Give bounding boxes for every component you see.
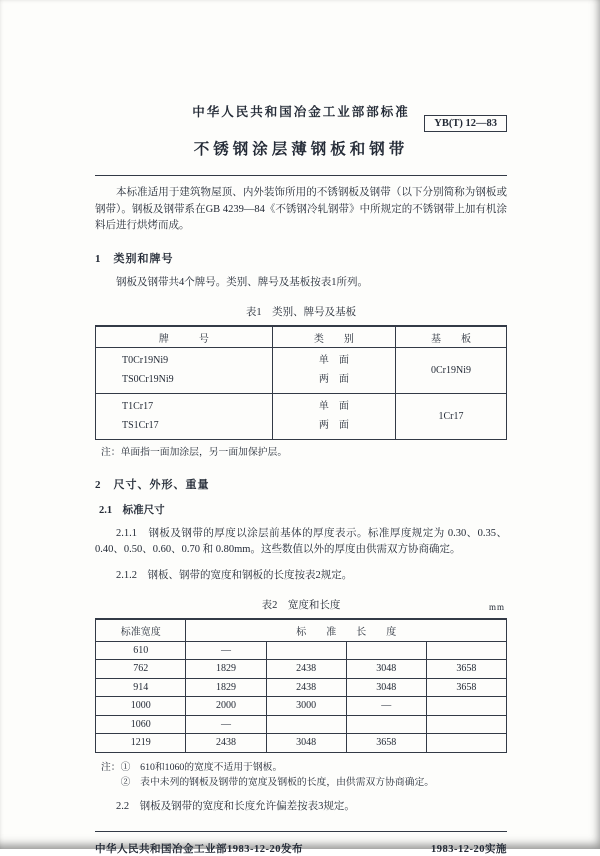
table1-header-base: 基 板	[396, 326, 507, 347]
table-row	[96, 715, 507, 734]
table2	[95, 618, 507, 753]
length-cell: 1829	[186, 660, 266, 679]
base-plate-cell: 1Cr17	[396, 393, 507, 439]
length-cell	[426, 734, 506, 753]
table2-note-2-text: ② 表中未列的钢板及钢带的宽度及钢板的长度，由供需双方协商确定。	[120, 776, 435, 788]
section2-2-paragraph: 2.2 钢板及钢带的宽度和长度允许偏差按表3规定。	[116, 801, 355, 813]
category-cell	[272, 393, 395, 439]
length-cell	[426, 697, 506, 716]
length-cell	[346, 715, 426, 734]
table2-note-1: 注：① 610和1060的宽度不适用于钢板。	[101, 761, 283, 773]
document-header	[95, 102, 507, 159]
grade-value: T1Cr17	[122, 401, 154, 413]
length-cell: —	[186, 641, 266, 660]
table2-unit-label: mm	[488, 602, 505, 613]
table1	[95, 325, 507, 440]
length-cell: 2438	[266, 660, 346, 679]
table2-note-2	[101, 775, 507, 790]
length-cell	[426, 715, 506, 734]
grade-cell	[96, 393, 273, 439]
length-cell: 3000	[266, 697, 346, 716]
section2-heading: 2 尺寸、外形、重量	[95, 478, 210, 491]
table2-header-row	[96, 619, 507, 641]
standard-number: YB(T) 12—83	[434, 118, 497, 129]
table-row	[96, 393, 507, 439]
section1-body: 钢板及钢带共4个牌号。类别、牌号及基板按表1所列。	[116, 276, 368, 288]
standard-number-box	[424, 115, 507, 132]
length-cell	[426, 641, 506, 660]
category-value: 单 面	[318, 355, 349, 367]
intro-paragraph: 本标准适用于建筑物屋顶、内外装饰所用的不锈钢板及钢带（以下分别简称为钢板或钢带）。钢板及钢带系在GB 4239—84《不锈钢冷轧钢带》中所规定的不锈钢带上加有机涂料后进行烘烤而成。	[95, 187, 507, 232]
length-cell	[346, 641, 426, 660]
category-cell	[272, 347, 395, 393]
section2-1-1-paragraph: 2.1.1 钢板及钢带的厚度以涂层前基体的厚度表示。标准厚度规定为 0.30、0.35、0.40、0.50、0.60、0.70 和 0.80mm。这些数值以外的厚度由供需双方协商确定。	[95, 527, 507, 556]
page-content	[95, 102, 507, 856]
table1-note: 注：单面指一面加涂层，另一面加保护层。	[101, 446, 288, 458]
width-cell: 914	[96, 678, 186, 697]
grade-value: TS1Cr17	[122, 420, 159, 432]
table-row	[96, 347, 507, 393]
category-value: 两 面	[318, 420, 349, 432]
length-cell: —	[186, 715, 266, 734]
footer-issued-by: 中华人民共和国冶金工业部1983-12-20发布	[95, 843, 303, 855]
length-cell: 3048	[346, 660, 426, 679]
length-cell	[266, 641, 346, 660]
length-cell: —	[346, 697, 426, 716]
table-row	[96, 660, 507, 679]
page-title: 不锈钢涂层薄钢板和钢带	[193, 141, 409, 158]
table-row	[96, 678, 507, 697]
length-cell: 1829	[186, 678, 266, 697]
width-cell: 762	[96, 660, 186, 679]
category-value: 两 面	[318, 374, 349, 386]
base-plate-cell: 0Cr19Ni9	[396, 347, 507, 393]
table1-header-category: 类 别	[272, 326, 395, 347]
length-cell: 3658	[426, 660, 506, 679]
header-rule	[95, 175, 507, 176]
category-value: 单 面	[318, 401, 349, 413]
section2-1-heading: 2.1 标准尺寸	[99, 504, 165, 516]
table2-header-length: 标 准 长 度	[186, 619, 507, 641]
table-row	[96, 734, 507, 753]
length-cell: 3658	[346, 734, 426, 753]
width-cell: 1060	[96, 715, 186, 734]
width-cell: 1000	[96, 697, 186, 716]
table-row	[96, 697, 507, 716]
width-cell: 610	[96, 641, 186, 660]
table2-caption-text: 表2 宽度和长度	[261, 600, 341, 612]
length-cell: 2438	[186, 734, 266, 753]
section2-1-2-paragraph: 2.1.2 钢板、钢带的宽度和钢板的长度按表2规定。	[116, 569, 353, 581]
standard-org-heading: 中华人民共和国冶金工业部部标准	[192, 105, 410, 119]
grade-value: T0Cr19Ni9	[122, 355, 169, 367]
length-cell: 2438	[266, 678, 346, 697]
length-cell: 2000	[186, 697, 266, 716]
footer	[95, 841, 507, 856]
table1-header-grade: 牌 号	[96, 326, 273, 347]
section1-heading: 1 类别和牌号	[95, 252, 174, 265]
footer-rule	[95, 831, 507, 832]
table1-caption: 表1 类别、牌号及基板	[245, 307, 357, 319]
length-cell	[266, 715, 346, 734]
length-cell: 3048	[346, 678, 426, 697]
table2-caption	[95, 597, 507, 612]
width-cell: 1219	[96, 734, 186, 753]
footer-implementation-date: 1983-12-20实施	[431, 843, 507, 855]
table1-header-row	[96, 326, 507, 347]
table-row	[96, 641, 507, 660]
length-cell: 3048	[266, 734, 346, 753]
length-cell: 3658	[426, 678, 506, 697]
grade-cell	[96, 347, 273, 393]
grade-value: TS0Cr19Ni9	[122, 374, 174, 386]
table2-header-width: 标准宽度	[96, 619, 186, 641]
